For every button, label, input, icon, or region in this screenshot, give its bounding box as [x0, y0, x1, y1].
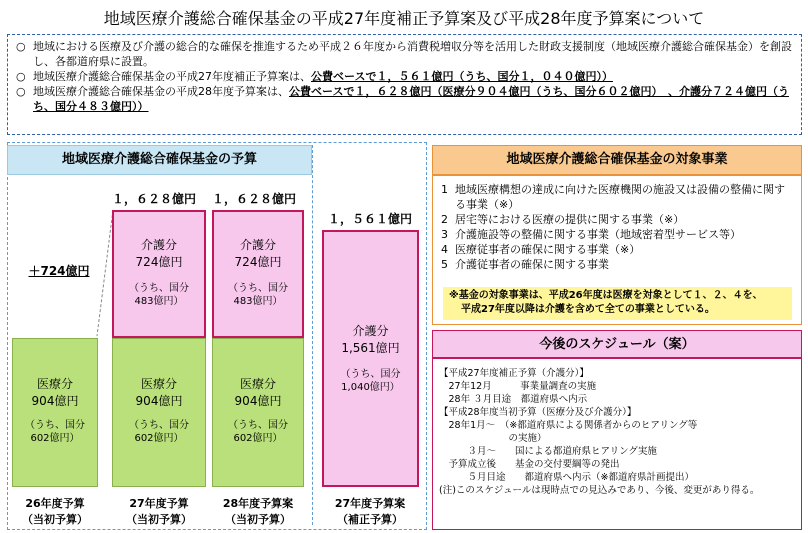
care-title: 介護分 [239, 238, 276, 252]
schedule-row: 27年12月 事業量調査の実施 [439, 381, 597, 392]
column-label-28 [208, 496, 308, 528]
medical-sub: （うち、国分 [25, 420, 85, 431]
medical-sub: 602億円） [134, 433, 184, 444]
total-label-27-supp: １，５６１億円 [327, 212, 412, 226]
column-label-27-supp [316, 496, 424, 528]
medical-sub: 602億円） [30, 433, 80, 444]
item-text: 介護従事者の確保に関する事業 [455, 258, 609, 271]
schedule-header: 今後のスケジュール（案） [432, 330, 802, 358]
medical-bar-27 [112, 338, 206, 487]
care-bar-28 [212, 210, 304, 338]
medical-bar-28 [212, 338, 304, 487]
schedule-row: 28年 ３月目途 都道府県へ内示 [439, 394, 588, 405]
intro-text: 地域医療介護総合確保基金の平成27年度補正予算案は、 [33, 70, 311, 83]
schedule-row: ３月～ 国による都道府県ヒアリング実施 [439, 446, 657, 457]
note-line: 平成27年度以降は介護を含めて全ての事業としている。 [461, 304, 715, 315]
target-item [441, 227, 793, 242]
medical-sub: 602億円） [233, 433, 283, 444]
medical-title: 医療分 [36, 377, 73, 391]
medical-amount: 904億円 [234, 394, 282, 408]
medical-sub: （うち、国分 [129, 420, 189, 431]
target-item [441, 242, 793, 257]
care-sub: 483億円） [233, 296, 283, 307]
intro-emphasis: 公費ベースで１，５６１億円（うち、国分１，０４０億円）） [311, 70, 613, 83]
care-sub: （うち、国分 [340, 369, 401, 380]
schedule-row: の実施） [439, 433, 547, 444]
item-number: 2 [441, 213, 448, 226]
column-sublabel: （補正予算） [337, 513, 403, 526]
column-label: 26年度予算 [25, 497, 85, 510]
item-number: 4 [441, 243, 448, 256]
intro-marker: ○ [16, 70, 26, 83]
intro-line-3 [16, 84, 793, 114]
medical-title: 医療分 [239, 377, 276, 391]
medical-title: 医療分 [140, 377, 177, 391]
item-number: 3 [441, 228, 448, 241]
column-label-27 [110, 496, 208, 528]
intro-box [7, 34, 802, 135]
item-text: 介護施設等の整備に関する事業（地域密着型サービス等） [455, 228, 741, 241]
care-title: 介護分 [140, 238, 177, 252]
item-text: 地域医療構想の達成に向けた医療機関の施設又は設備の整備に関する事業（※） [455, 183, 785, 211]
column-label: 27年度予算 [129, 497, 189, 510]
intro-line-1 [16, 39, 793, 69]
panel-divider [312, 145, 313, 525]
medical-amount: 904億円 [135, 394, 183, 408]
target-item [441, 182, 793, 212]
item-text: 医療従事者の確保に関する事業（※） [455, 243, 641, 256]
intro-marker: ○ [16, 40, 26, 53]
item-number: 1 [441, 183, 448, 196]
target-note [443, 287, 792, 320]
column-sublabel: （当初予算） [225, 513, 291, 526]
schedule-row: (注)このスケジュールは現時点での見込みであり、今後、変更があり得る。 [439, 485, 760, 496]
care-sub: 483億円） [134, 296, 184, 307]
schedule-row: 【平成28年度当初予算（医療分及び介護分）】 [439, 407, 637, 418]
total-label-28: １，６２８億円 [211, 192, 296, 206]
column-label: 28年度予算案 [222, 497, 294, 510]
medical-bar-26 [12, 338, 98, 487]
schedule-row: ５月目途 都道府県へ内示（※都道府県計画提出） [439, 472, 694, 483]
care-bar-27 [112, 210, 206, 338]
total-label-27: １，６２８億円 [111, 192, 196, 206]
care-bar-27-supp [322, 230, 419, 487]
column-label-26 [8, 496, 102, 528]
item-number: 5 [441, 258, 448, 271]
care-sub: （うち、国分 [228, 283, 288, 294]
increase-label: ＋724億円 [28, 264, 90, 278]
schedule-row: 予算成立後 基金の交付要綱等の発出 [439, 459, 620, 470]
care-amount: 724億円 [135, 255, 183, 269]
column-sublabel: （当初予算） [22, 513, 88, 526]
medical-sub: （うち、国分 [228, 420, 288, 431]
column-label: 27年度予算案 [334, 497, 406, 510]
schedule-row: 28年1月～ （※都道府県による関係者からのヒアリング等 [439, 420, 698, 431]
item-text: 居宅等における医療の提供に関する事業（※） [455, 213, 685, 226]
note-line: ※基金の対象事業は、平成26年度は医療を対象として１、２、４を、 [449, 290, 763, 301]
target-item [441, 257, 793, 272]
page-title: 地域医療介護総合確保基金の平成27年度補正予算案及び平成28年度予算案について [103, 9, 705, 28]
intro-line-2 [16, 69, 793, 84]
column-sublabel: （当初予算） [126, 513, 192, 526]
care-amount: 1,561億円 [341, 341, 400, 355]
care-sub: 1,040億円） [341, 382, 400, 393]
care-sub: （うち、国分 [129, 283, 189, 294]
target-header: 地域医療介護総合確保基金の対象事業 [432, 145, 802, 175]
care-amount: 724億円 [234, 255, 282, 269]
schedule-row: 【平成27年度補正予算（介護分）】 [439, 368, 589, 379]
budget-header: 地域医療介護総合確保基金の予算 [7, 145, 312, 175]
schedule-list [432, 358, 802, 530]
intro-emphasis: 公費ベースで１，６２８億円（医療分９０４億円（うち、国分６０２億円） 、介護分７２４億円（うち、国分４８３億円）） [33, 85, 789, 113]
intro-text: 地域医療介護総合確保基金の平成28年度予算案は、 [33, 85, 289, 98]
intro-marker: ○ [16, 85, 26, 98]
intro-text: 地域における医療及び介護の総合的な確保を推進するため平成２６年度から消費税増収分等を活用した財政支援制度（地域医療介護総合確保基金）を創設し、各都道府県に設置。 [33, 40, 792, 68]
target-item [441, 212, 793, 227]
medical-amount: 904億円 [31, 394, 79, 408]
care-title: 介護分 [352, 324, 389, 338]
